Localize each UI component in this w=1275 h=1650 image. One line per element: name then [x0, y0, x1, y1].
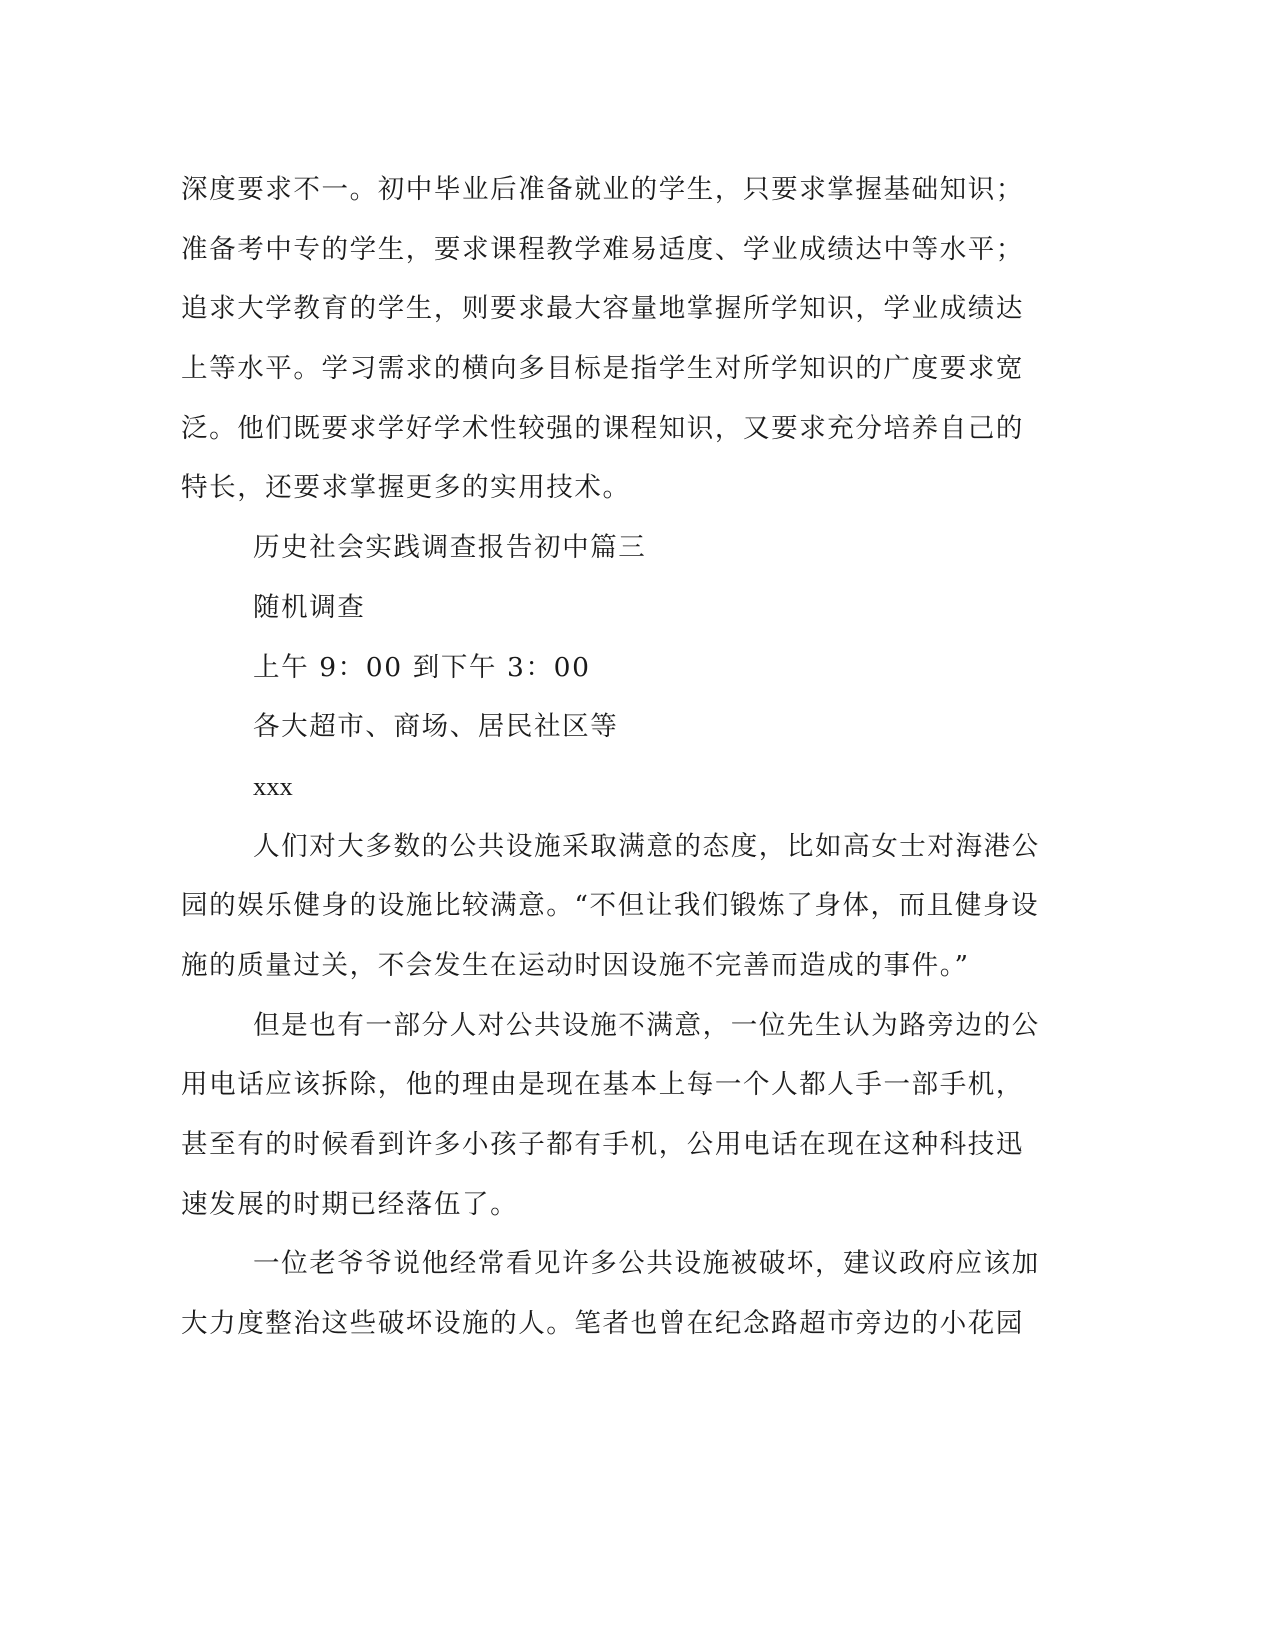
survey-method: 随机调查: [253, 591, 366, 623]
document-body: [181, 160, 1091, 1354]
text-line: 泛。他们既要求学好学术性较强的课程知识，又要求充分培养自己的: [181, 412, 1024, 444]
paragraph-start: 一位老爷爷说他经常看见许多公共设施被破坏，建议政府应该加: [253, 1248, 1040, 1280]
text-line: 速发展的时期已经落伍了。: [181, 1188, 519, 1220]
paragraph-start: 人们对大多数的公共设施采取满意的态度，比如高女士对海港公: [253, 830, 1040, 862]
survey-location: 各大超市、商场、居民社区等: [253, 711, 619, 743]
text-line: 特长，还要求掌握更多的实用技术。: [181, 472, 631, 504]
text-line: 大力度整治这些破坏设施的人。笔者也曾在纪念路超市旁边的小花园: [181, 1308, 1024, 1340]
text-line: 用电话应该拆除，他的理由是现在基本上每一个人都人手一部手机，: [181, 1069, 1024, 1101]
text-line: 追求大学教育的学生，则要求最大容量地掌握所学知识，学业成绩达: [181, 293, 1024, 325]
text-line: 园的娱乐健身的设施比较满意。“不但让我们锻炼了身体，而且健身设: [181, 890, 1040, 922]
survey-person: xxx: [253, 770, 293, 801]
text-line: 上等水平。学习需求的横向多目标是指学生对所学知识的广度要求宽: [181, 353, 1024, 385]
paragraph-start: 但是也有一部分人对公共设施不满意，一位先生认为路旁边的公: [253, 1009, 1040, 1041]
survey-time: 上午 9：00 到下午 3：00: [253, 651, 591, 683]
text-line: 施的质量过关，不会发生在运动时因设施不完善而造成的事件。”: [181, 949, 970, 981]
text-line: 甚至有的时候看到许多小孩子都有手机，公用电话在现在这种科技迅: [181, 1129, 1024, 1160]
text-line: 准备考中专的学生，要求课程教学难易适度、学业成绩达中等水平；: [181, 233, 1024, 265]
section-heading: 历史社会实践调查报告初中篇三: [253, 532, 647, 564]
text-line: 深度要求不一。初中毕业后准备就业的学生，只要求掌握基础知识；: [181, 174, 1024, 205]
